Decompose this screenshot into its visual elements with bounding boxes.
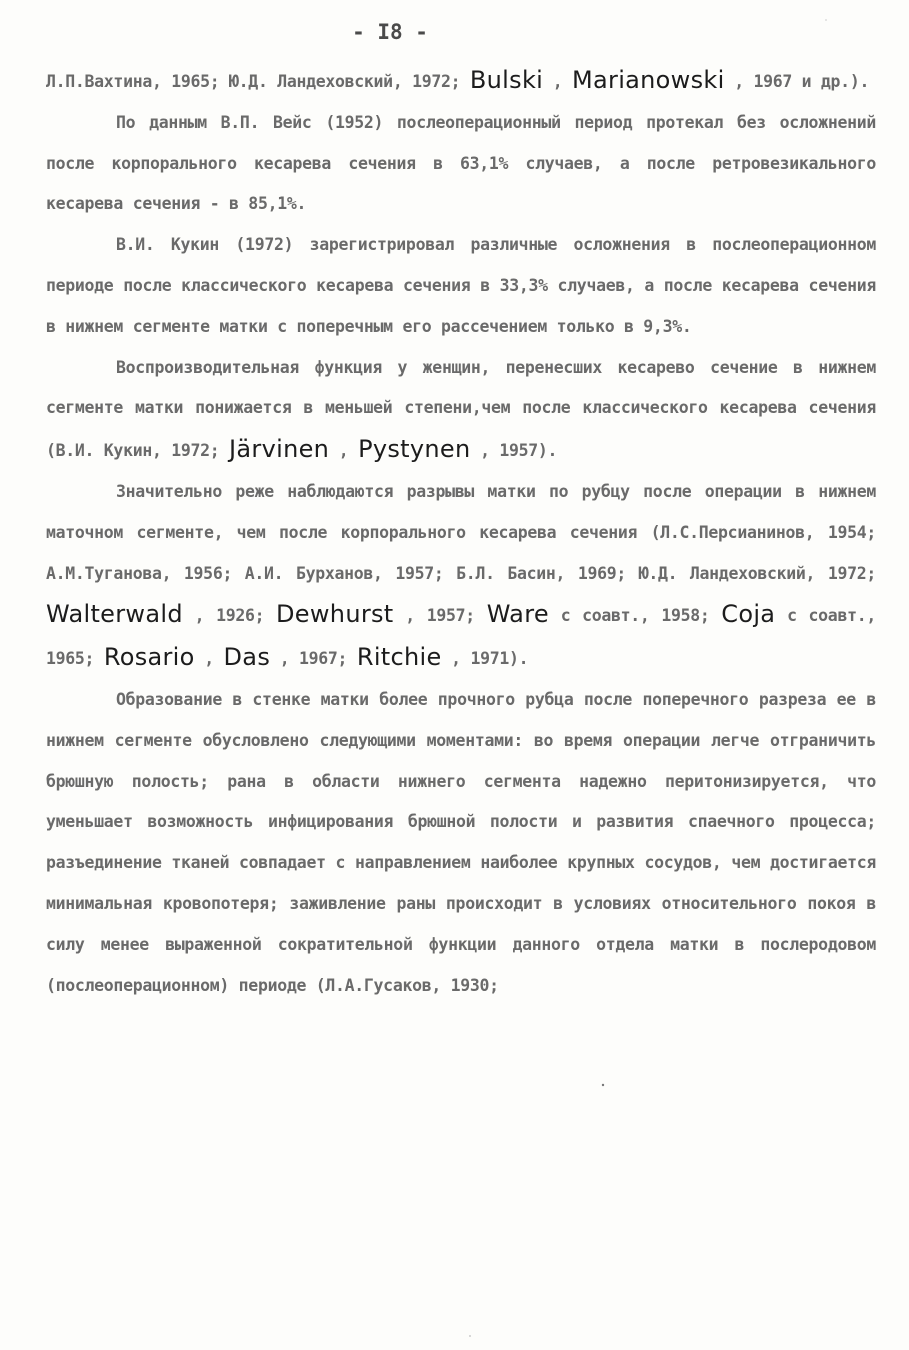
handwritten-author-name: Walterwald xyxy=(46,600,183,629)
typed-text: Л.П.Вахтина, 1965; Ю.Д. Ландеховский, 1972; xyxy=(46,72,470,91)
typed-text: , 1957). xyxy=(470,441,558,461)
typed-text: Значительно реже наблюдаются разрывы матки по рубцу после операции в нижнем маточном сегменте, чем после корпорального кесарева сечения (Л.С.Персианинов, 1954; А.М.Туганова, 1956; А.И. Бурханов, 1957; Б.Л. Басин, 1969; Ю.Д. Ландеховский, 1972; xyxy=(46,481,876,583)
paragraph xyxy=(46,60,876,103)
typed-text: с соавт., 1965; xyxy=(46,606,876,669)
typed-text: , xyxy=(543,72,573,91)
handwritten-author-name: Bulski xyxy=(469,66,544,94)
body-text xyxy=(46,60,876,1006)
handwritten-author-name: Marianowski xyxy=(572,66,725,94)
handwritten-author-name: Rosario xyxy=(103,643,195,672)
handwritten-author-name: Coja xyxy=(721,600,776,629)
handwritten-author-name: Dewhurst xyxy=(276,600,394,629)
paragraph xyxy=(46,348,876,472)
handwritten-author-name: Das xyxy=(223,643,271,672)
typed-text: Образование в стенке матки более прочного рубца после поперечного разреза ее в нижнем сегменте обусловлено следующими моментами: во время операции легче отграничить брюшную полость; рана в области нижнего сегмента надежно перитонизируется, что уменьшает возможность инфицирования брюшной полости и развития спаечного процесса; разъединение тканей совпадает с направлением наиболее крупных сосудов, чем достигается минимальная кровопотеря; заживление раны происходит в условиях относительного покоя в силу менее выраженной сократительной функции данного отдела матки в послеродовом (послеоперационном) периоде (Л.А.Гусаков, 1930; xyxy=(46,689,876,995)
typed-text: , 1967 и др.). xyxy=(724,72,870,91)
typed-text: , 1926; xyxy=(182,606,277,626)
typed-text: с соавт., 1958; xyxy=(548,606,722,626)
paragraph xyxy=(46,103,876,225)
page-number: - I8 - xyxy=(352,20,428,44)
typed-text: , xyxy=(194,649,224,669)
typed-text: В.И. Кукин (1972) зарегистрировал различные осложнения в послеоперационном периоде после классического кесарева сечения в 33,3% случаев, а после кесарева сечения в нижнем сегменте матки с поперечным его рассечением только в 9,3%. xyxy=(46,235,876,336)
handwritten-author-name: Ritchie xyxy=(356,643,442,672)
typed-text: , 1957; xyxy=(393,606,487,626)
typed-text: По данным В.П. Вейс (1952) послеоперационный период протекал без осложнений после корпорального кесарева сечения в 63,1% случаев, а после ретровезикального кесарева сечения - в 85,1%. xyxy=(46,112,876,214)
paragraph xyxy=(46,472,876,680)
typed-text: Воспроизводительная функция у женщин, перенесших кесарево сечение в нижнем сегменте матки понижается в меньшей степени,чем после классического кесарева сечения (В.И. Кукин, 1972; xyxy=(46,357,876,461)
paragraph xyxy=(46,225,876,347)
handwritten-author-name: Pystynen xyxy=(358,435,471,464)
handwritten-author-name: Järvinen xyxy=(229,435,330,464)
typed-text: , xyxy=(329,441,359,461)
typed-text: , 1967; xyxy=(270,649,357,669)
paragraph xyxy=(46,680,876,1006)
typed-text: , 1971). xyxy=(441,649,529,669)
handwritten-author-name: Ware xyxy=(486,600,549,629)
